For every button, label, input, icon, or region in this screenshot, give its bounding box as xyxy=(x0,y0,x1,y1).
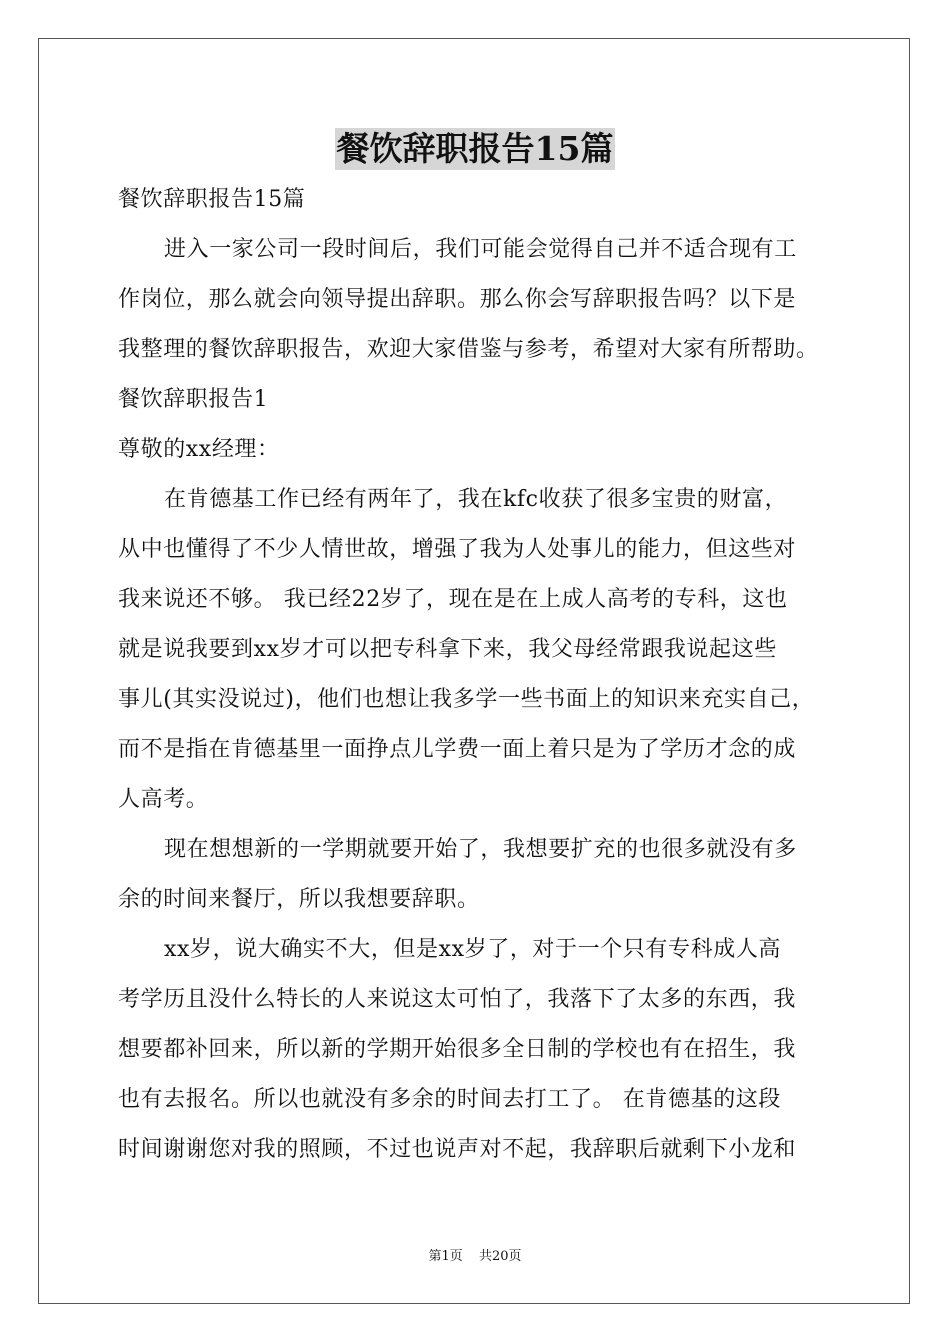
paragraph-line: 人高考。 xyxy=(118,787,209,812)
paragraph-line: 作岗位，那么就会向领导提出辞职。那么你会写辞职报告吗？以下是 xyxy=(118,287,797,312)
page-number: 第1页 xyxy=(428,1249,463,1264)
paragraph-line: 想要都补回来，所以新的学期开始很多全日制的学校也有在招生，我 xyxy=(118,1037,797,1062)
title-container xyxy=(0,128,950,170)
paragraph-line: 也有去报名。所以也就没有多余的时间去打工了。 在肯德基的这段 xyxy=(118,1087,781,1112)
paragraph-line: 考学历且没什么特长的人来说这太可怕了，我落下了太多的东西，我 xyxy=(118,987,797,1012)
paragraph-line: 时间谢谢您对我的照顾，不过也说声对不起，我辞职后就剩下小龙和 xyxy=(118,1137,797,1162)
subtitle-line: 餐饮辞职报告15篇 xyxy=(118,187,306,212)
section-heading: 餐饮辞职报告1 xyxy=(118,387,269,412)
salutation: 尊敬的xx经理： xyxy=(118,437,280,462)
paragraph-line: 而不是指在肯德基里一面挣点儿学费一面上着只是为了学历才念的成 xyxy=(118,737,797,762)
paragraph-line: 我来说还不够。 我已经22岁了，现在是在上成人高考的专科，这也 xyxy=(118,587,788,612)
document-title: 餐饮辞职报告15篇 xyxy=(336,129,614,168)
paragraph-line: 余的时间来餐厅，所以我想要辞职。 xyxy=(118,887,480,912)
page-total: 共20页 xyxy=(478,1249,522,1264)
paragraph-line: xx岁，说大确实不大，但是xx岁了，对于一个只有专科成人高 xyxy=(164,937,782,962)
page-footer xyxy=(0,1248,950,1266)
paragraph-line: 在肯德基工作已经有两年了，我在kfc收获了很多宝贵的财富， xyxy=(164,487,788,512)
paragraph-line: 就是说我要到xx岁才可以把专科拿下来，我父母经常跟我说起这些 xyxy=(118,637,777,662)
paragraph-line: 我整理的餐饮辞职报告，欢迎大家借鉴与参考，希望对大家有所帮助。 xyxy=(118,337,819,362)
paragraph-line: 从中也懂得了不少人情世故，增强了我为人处事儿的能力，但这些对 xyxy=(118,537,797,562)
paragraph-line: 现在想想新的一学期就要开始了，我想要扩充的也很多就没有多 xyxy=(164,837,797,862)
paragraph-line: 事儿(其实没说过)，他们也想让我多学一些书面上的知识来充实自己， xyxy=(118,687,815,712)
paragraph-line: 进入一家公司一段时间后，我们可能会觉得自己并不适合现有工 xyxy=(164,237,797,262)
